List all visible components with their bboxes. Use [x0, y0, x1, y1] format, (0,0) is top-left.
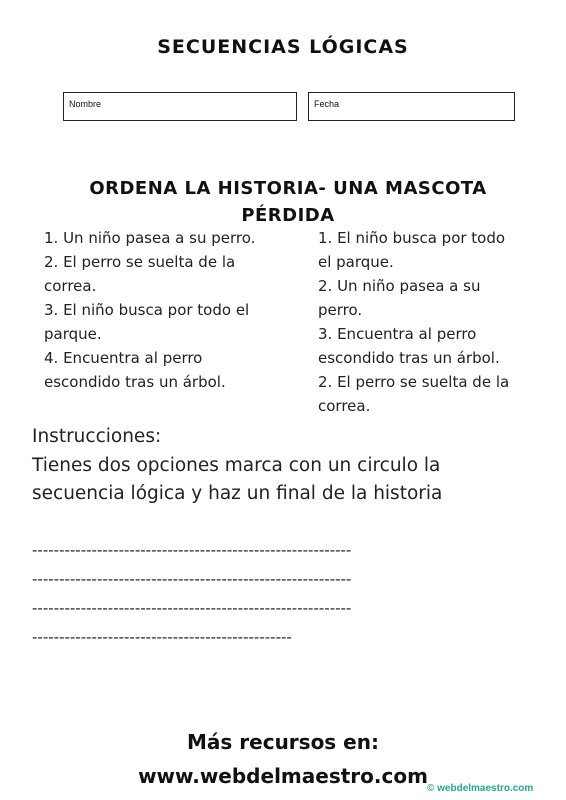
- option-left-line: 3. El niño busca por todo el: [44, 301, 250, 319]
- footer-resources-text: Más recursos en:: [187, 730, 379, 754]
- answer-line: ------------------------------------------------: [32, 628, 292, 646]
- instructions-line: Tienes dos opciones marca con un circulo la: [32, 454, 441, 476]
- answer-line: -----------------------------------------------------------: [32, 570, 352, 588]
- name-label: Nombre: [69, 99, 102, 109]
- option-left-line: escondido tras un árbol.: [44, 373, 226, 391]
- instructions-heading: Instrucciones:: [32, 426, 162, 447]
- watermark: © webdelmaestro.com: [427, 783, 534, 794]
- date-label: Fecha: [314, 99, 340, 109]
- option-right-line: correa.: [318, 397, 371, 415]
- story-title-line2: PÉRDIDA: [241, 205, 335, 226]
- option-right[interactable]: [318, 226, 548, 418]
- option-left-line: parque.: [44, 325, 102, 343]
- story-title-line1: ORDENA LA HISTORIA- UNA MASCOTA: [89, 178, 487, 199]
- option-right-line: perro.: [318, 301, 363, 319]
- answer-line: -----------------------------------------------------------: [32, 599, 352, 617]
- story-title: [50, 175, 526, 229]
- option-right-line: 2. El perro se suelta de la: [318, 373, 510, 391]
- answer-line: -----------------------------------------------------------: [32, 541, 352, 559]
- option-left[interactable]: [44, 226, 294, 394]
- option-right-line: 3. Encuentra al perro: [318, 325, 477, 343]
- option-left-line: 4. Encuentra al perro: [44, 349, 203, 367]
- option-right-line: el parque.: [318, 253, 394, 271]
- option-right-line: 2. Un niño pasea a su: [318, 277, 481, 295]
- instructions: [32, 423, 542, 509]
- answer-area[interactable]: [32, 536, 532, 652]
- option-left-line: correa.: [44, 277, 97, 295]
- option-right-line: escondido tras un árbol.: [318, 349, 500, 367]
- option-left-line: 1. Un niño pasea a su perro.: [44, 229, 256, 247]
- name-field[interactable]: [63, 92, 297, 121]
- instructions-line: secuencia lógica y haz un final de la historia: [32, 483, 443, 504]
- footer-website-link[interactable]: www.webdelmaestro.com: [138, 764, 428, 788]
- option-right-line: 1. El niño busca por todo: [318, 229, 506, 247]
- option-left-line: 2. El perro se suelta de la: [44, 253, 236, 271]
- page-title: SECUENCIAS LÓGICAS: [157, 36, 409, 58]
- date-field[interactable]: [308, 92, 515, 121]
